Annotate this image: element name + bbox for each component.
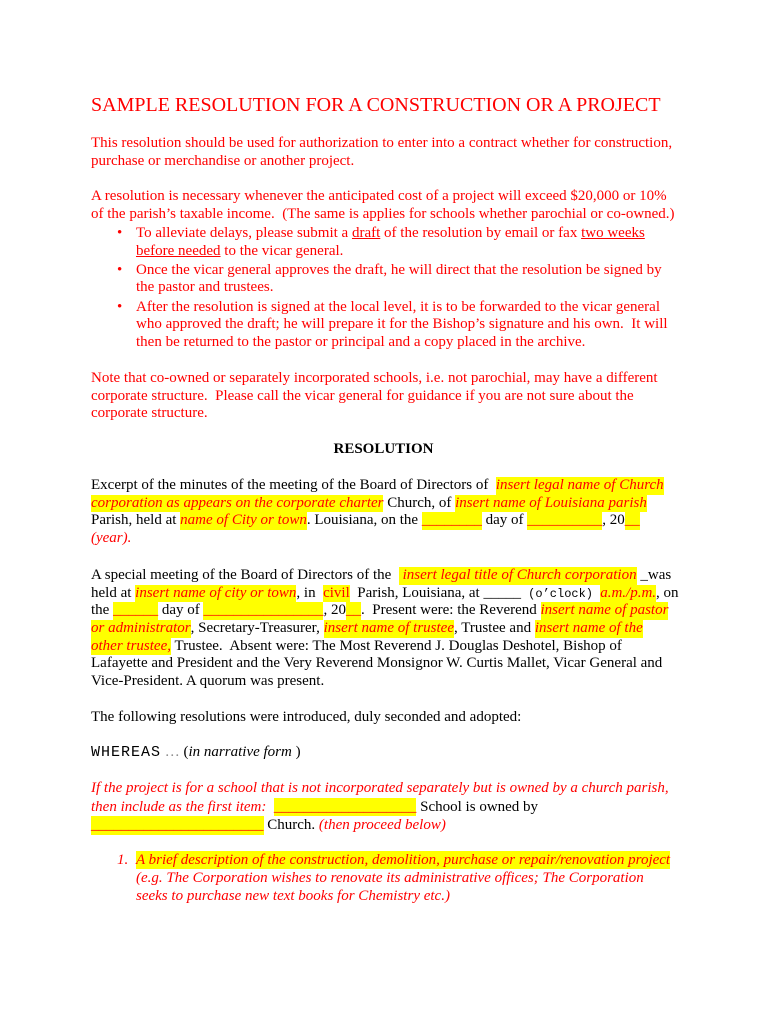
bullet-line [136,316,687,334]
placeholder-church-corporation-name: insert legal name of Church [495,477,664,493]
intro-line [91,153,691,171]
intro-text: purchase or merchandise or another project. [91,152,355,169]
special-text: Parish, Louisiana, at [349,584,484,601]
special-text: the [91,602,114,619]
special-line [91,602,691,620]
threshold-line [91,206,691,224]
placeholder-pastor-name: insert name of pastor [540,602,669,619]
cost-threshold-paragraph [91,188,691,223]
two-weeks-underlined-text: two weeks [581,225,645,241]
placeholder-church-corporation-title: insert legal title of Church corporation [398,567,637,583]
bullet-text [136,262,687,297]
placeholder-other-trustee: insert name of the [534,619,643,636]
special-line [91,638,691,656]
bullet-line [136,334,687,352]
special-line [91,655,691,673]
excerpt-line [91,512,691,530]
school-clause-text: If the project is for a school that is not incorporated separately but is owned by a church parish, [91,780,669,796]
special-text: . Present were: the Reverend [360,602,541,619]
special-text: held at [91,584,136,601]
school-clause-text: Church. [263,817,319,833]
proceed-below-hint: (then proceed below) [318,817,446,833]
resolution-heading: RESOLUTION [333,441,434,457]
special-line [91,673,691,691]
special-text: A special meeting of the Board of Directors of the [91,567,399,583]
document-title: SAMPLE RESOLUTION FOR A CONSTRUCTION OR A PROJECT [91,94,661,116]
instruction-bullet-list [117,225,687,351]
excerpt-text: Church, of [383,494,456,511]
bullet-line [136,262,687,280]
bullet-text-run: After the resolution is signed at the local level, it is to be forwarded to the vicar general [136,298,660,315]
bullet-text-run: of the resolution by email or fax [380,225,582,241]
threshold-line [91,188,691,206]
excerpt-text: day of [481,512,528,529]
blank-year: __ [345,602,361,619]
threshold-text: A resolution is necessary whenever the anticipated cost of a project will exceed $20,000 or 10% [91,188,667,204]
blank-year: __ [624,512,640,529]
narrative-form-hint: in narrative form [188,744,292,760]
ellipsis: … [161,744,184,760]
special-line [91,585,691,603]
placeholder-city-or-town: insert name of city or town [135,584,297,601]
special-meeting-paragraph [91,567,691,690]
item-example-text: (e.g. The Corporation wishes to renovate its administrative offices; The Corporation [136,870,644,886]
special-text: , Trustee and [453,619,535,636]
item-number: 1. [117,852,129,868]
special-text: , 20 [323,602,346,619]
before-needed-underlined-text: before needed [136,242,221,259]
item-description-placeholder: A brief description of the construction, demolition, purchase or repair/renovation project [136,852,671,868]
whereas-paragraph [91,744,691,762]
resolution-item-list [117,851,687,905]
item-line [136,887,687,905]
blank-church-name: _______________________ [91,817,264,833]
bullet-item-forwarding [117,299,687,352]
school-clause-line [91,816,691,835]
special-text: day of [158,602,204,619]
bullet-marker-icon: • [117,261,123,278]
adoption-statement: The following resolutions were introduced, duly seconded and adopted: [91,709,522,725]
excerpt-line [91,495,691,513]
special-text: , in [296,584,324,601]
excerpt-text: Parish, held at [91,512,181,529]
whereas-line [91,744,691,762]
school-clause-text: then include as the first item: [91,798,274,815]
minutes-excerpt-paragraph [91,477,691,548]
special-text: Vice-President. A quorum was present. [91,672,325,689]
bullet-marker-icon: • [117,298,123,315]
blank-day: ______ [113,602,159,619]
special-text: Trustee. Absent were: The Most Reverend J. Douglas Deshotel, Bishop of [171,637,622,654]
whereas-keyword: WHEREAS [91,744,162,761]
excerpt-line [91,477,691,495]
draft-underlined-text: draft [351,225,381,241]
bullet-line [136,243,687,261]
intro-paragraph [91,135,691,170]
blank-month: __________ [527,512,603,529]
item-example-text: seeks to purchase new text books for Chemistry etc.) [136,888,450,904]
excerpt-text: . Louisiana, on the [306,512,422,529]
note-line [91,388,691,406]
bullet-text-run: to the vicar general. [220,242,344,259]
item-text [136,851,687,905]
bullet-text-run: To alleviate delays, please submit a [136,225,352,241]
bullet-text-run: Once the vicar general approves the draft, he will direct that the resolution be signed by [136,261,662,278]
threshold-text: of the parish’s taxable income. (The same is applies for schools whether parochial or co-owned.) [91,205,675,222]
placeholder-church-corporation-name: corporation as appears on the corporate charter [91,494,384,511]
blank-month: ________________ [203,602,324,619]
bullet-line [136,299,687,317]
year-hint: (year). [91,529,132,546]
note-text: corporate structure. Please call the vicar general for guidance if you are not sure about the [91,387,634,404]
special-line [91,567,691,585]
school-clause-line [91,798,691,817]
school-clause-paragraph [91,779,691,835]
blank-day: ________ [421,512,482,529]
bullet-text [136,225,687,260]
special-text: , Secretary-Treasurer, [190,619,324,636]
adoption-line [91,709,691,727]
bullet-text-run: the pastor and trustees. [136,279,274,296]
note-line [91,405,691,423]
excerpt-text: Excerpt of the minutes of the meeting of the Board of Directors of [91,477,496,493]
placeholder-am-pm: a.m./p.m. [600,584,657,601]
note-line [91,370,691,388]
special-text: _was [636,567,672,583]
item-line [136,851,687,869]
bullet-item-approval [117,262,687,297]
bullet-text [136,299,687,352]
bullet-line [136,225,687,243]
bullet-marker-icon: • [117,225,123,241]
placeholder-civil-parish: civil [323,584,350,601]
blank-school-name: ___________________ [273,798,417,815]
bullet-text-run: then be returned to the pastor or principal and a copy placed in the archive. [136,333,586,350]
item-line [136,869,687,887]
bullet-item-submit-draft [117,225,687,260]
special-text: Lafayette and President and the Very Reverend Monsignor W. Curtis Mallet, Vicar General and [91,655,663,672]
structure-note-paragraph [91,370,691,423]
school-clause-text: School is owned by [416,798,539,815]
hint-open-paren: ( [183,744,189,760]
blank-time: _____ [483,584,521,601]
bullet-text-run: who approved the draft; he will prepare it for the Bishop’s signature and his own. It will [136,316,668,333]
special-text: , on [656,584,679,601]
placeholder-other-trustee: other trustee, [91,637,171,654]
special-line [91,620,691,638]
intro-text: This resolution should be used for authorization to enter into a contract whether for construction, [91,135,673,151]
bullet-line [136,279,687,297]
hint-close-paren: ) [291,744,301,760]
placeholder-city-or-town: name of City or town [180,512,307,529]
resolution-item-1 [117,851,687,905]
oclock-label: (o’clock) [520,586,601,601]
note-text: Note that co-owned or separately incorporated schools, i.e. not parochial, may have a different [91,370,658,386]
school-clause-line [91,779,691,798]
intro-line [91,135,691,153]
excerpt-line [91,530,691,548]
adoption-statement-paragraph [91,709,691,727]
placeholder-trustee-name: insert name of trustee [323,619,454,636]
note-text: corporate structure. [91,405,208,422]
excerpt-text: , 20 [602,512,625,529]
placeholder-louisiana-parish: insert name of Louisiana parish [455,494,647,511]
placeholder-pastor-name: or administrator [91,619,191,636]
